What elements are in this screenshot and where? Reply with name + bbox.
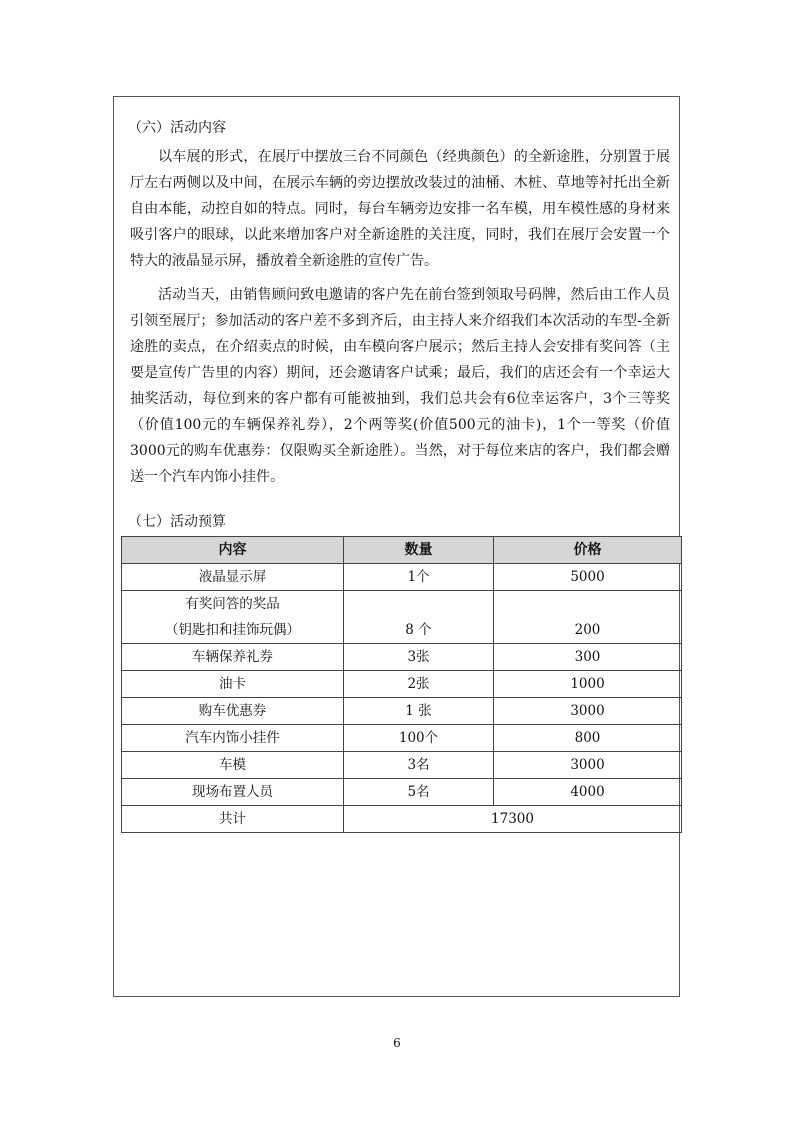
row-price: 5000 — [494, 564, 682, 591]
activity-paragraph-1: 以车展的形式，在展厅中摆放三台不同颜色（经典颜色）的全新途胜，分别置于展厅左右两侧以及中间，在展示车辆的旁边摆放改装过的油桶、木桩、草地等衬托出全新自由本能，动控自如的特点。同时，每台车辆旁边安排一名车模，用车模性感的身材来吸引客户的眼球，以此来增加客户对全新途胜的关注度，同时，我们在展厅会安置一个特大的液晶显示屏，播放着全新途胜的宣传广告。 — [130, 149, 670, 269]
table-row — [122, 564, 682, 591]
activity-section-title: （六）活动内容 — [128, 120, 226, 136]
row-item: 现场布置人员 — [122, 779, 344, 806]
table-row — [122, 698, 682, 725]
total-value: 17300 — [344, 806, 682, 833]
header-price: 价格 — [494, 537, 682, 564]
row-item-line-1: 有奖问答的奖品 — [185, 596, 280, 612]
table-row — [122, 752, 682, 779]
row-price: 800 — [494, 725, 682, 752]
table-row — [122, 779, 682, 806]
budget-header-row — [122, 537, 682, 564]
row-item: 车模 — [122, 752, 344, 779]
row-item: 油卡 — [122, 671, 344, 698]
table-row — [122, 591, 682, 644]
table-row — [122, 644, 682, 671]
total-label: 共计 — [122, 806, 344, 833]
row-price: 300 — [494, 644, 682, 671]
row-item-multiline — [122, 591, 344, 644]
row-qty: 5名 — [344, 779, 494, 806]
table-row — [122, 671, 682, 698]
row-price: 1000 — [494, 671, 682, 698]
activity-paragraph-2: 活动当天，由销售顾问致电邀请的客户先在前台签到领取号码牌，然后由工作人员引领至展厅；参加活动的客户差不多到齐后，由主持人来介绍我们本次活动的车型-全新途胜的卖点，在介绍卖点的时候，由车模向客户展示；然后主持人会安排有奖问答（主要是宣传广告里的内容）期间，还会邀请客户试乘；最后，我们的店还会有一个幸运大抽奖活动，每位到来的客户都有可能被抽到，我们总共会有6位幸运客户，3个三等奖（价值100元的车辆保养礼券），2个两等奖(价值500元的油卡)，1个一等奖（价值3000元的购车优惠券：仅限购买全新途胜）。当然，对于每位来店的客户，我们都会赠送一个汽车内饰小挂件。 — [130, 287, 670, 485]
row-price: 4000 — [494, 779, 682, 806]
row-qty: 100个 — [344, 725, 494, 752]
budget-table — [121, 536, 682, 833]
row-price: 3000 — [494, 752, 682, 779]
row-item-line-2: （钥匙扣和挂饰玩偶） — [165, 622, 300, 638]
total-row — [122, 806, 682, 833]
row-qty: 2张 — [344, 671, 494, 698]
row-qty: 1个 — [344, 564, 494, 591]
header-content: 内容 — [122, 537, 344, 564]
page-number: 6 — [393, 1036, 401, 1050]
row-item: 液晶显示屏 — [122, 564, 344, 591]
row-qty: 3张 — [344, 644, 494, 671]
row-item: 车辆保养礼券 — [122, 644, 344, 671]
row-qty: 8 个 — [344, 591, 494, 644]
row-item: 汽车内饰小挂件 — [122, 725, 344, 752]
row-qty: 3名 — [344, 752, 494, 779]
header-quantity: 数量 — [344, 537, 494, 564]
row-qty: 1 张 — [344, 698, 494, 725]
row-item: 购车优惠券 — [122, 698, 344, 725]
row-price: 3000 — [494, 698, 682, 725]
table-row — [122, 725, 682, 752]
budget-section-title: （七）活动预算 — [128, 514, 226, 530]
row-price: 200 — [494, 591, 682, 644]
